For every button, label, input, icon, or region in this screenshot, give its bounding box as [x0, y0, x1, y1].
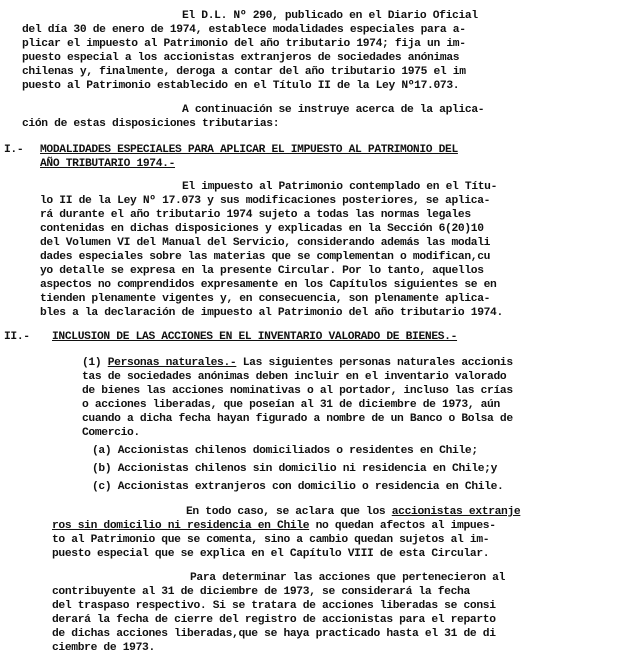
intro-line: El D.L. Nº 290, publicado en el Diario Oficial — [182, 10, 478, 22]
item-text: Las siguientes personas naturales accionis — [236, 357, 513, 369]
item-line: tas de sociedades anónimas deben incluir en el inventario valorado — [82, 371, 507, 383]
paragraph-line: to al Patrimonio que se comenta, sino a cambio quedan sujetos al im- — [52, 534, 490, 546]
list-item: (a) Accionistas chilenos domiciliados o residentes en Chile; — [92, 445, 478, 457]
section-heading: AÑO TRIBUTARIO 1974.- — [40, 158, 176, 170]
paragraph-line: contribuyente al 31 de diciembre de 1973, se considerará la fecha — [52, 586, 470, 598]
paragraph-line: Para determinar las acciones que pertenecieron al — [190, 572, 506, 584]
section-body-line: lo II de la Ley Nº 17.073 y sus modificaciones posteriores, se aplica- — [40, 195, 491, 207]
section-body-line: tienden plenamente vigentes y, en consecuencia, son plenamente aplica- — [40, 293, 491, 305]
list-item: (c) Accionistas extranjeros con domicilio o residencia en Chile. — [92, 481, 504, 493]
paragraph-line: de dichas acciones liberadas,que se haya practicado hasta el 31 de di — [52, 628, 496, 640]
section-body-line: yo detalle se expresa en la presente Circular. Por lo tanto, aquellos — [40, 265, 484, 277]
item-line: Comercio. — [82, 427, 140, 439]
item-line: de bienes las acciones nominativas o al portador, incluso las crías — [82, 385, 513, 397]
section-body-line: rá durante el año tributario 1974 sujeto a todas las normas legales — [40, 209, 471, 221]
instruction-line: ción de estas disposiciones tributarias: — [22, 118, 280, 130]
item-first-line — [82, 356, 513, 370]
section-body-line: aspectos no comprendidos expresamente en los Capítulos siguientes se en — [40, 279, 497, 291]
intro-line: del día 30 de enero de 1974, establece modalidades especiales para a- — [22, 24, 466, 36]
list-item: (b) Accionistas chilenos sin domicilio ni residencia en Chile;y — [92, 463, 498, 475]
paragraph-line: En todo caso, se aclara que los accionistas extranje — [186, 506, 521, 518]
underlined-phrase: ros sin domicilio ni residencia en Chile — [52, 520, 310, 532]
section-heading: INCLUSION DE LAS ACCIONES EN EL INVENTARIO VALORADO DE BIENES.- — [52, 331, 458, 343]
section-body-line: del Volumen VI del Manual del Servicio, considerando además las modali — [40, 237, 491, 249]
underlined-phrase: accionistas extranje — [391, 506, 521, 518]
intro-line: puesto al Patrimonio establecido en el Título II de la Ley Nº17.073. — [22, 80, 460, 92]
section-body-line: El impuesto al Patrimonio contemplado en el Títu- — [182, 181, 498, 193]
section-body-line: contenidas en dichas disposiciones y explicadas en la Sección 6(20)10 — [40, 223, 484, 235]
intro-line: plicar el impuesto al Patrimonio del año tributario 1974; fija un im- — [22, 38, 466, 50]
paragraph-line: ros sin domicilio ni residencia en Chile no quedan afectos al impues- — [52, 520, 496, 532]
section-heading: MODALIDADES ESPECIALES PARA APLICAR EL IMPUESTO AL PATRIMONIO DEL — [40, 144, 458, 156]
intro-line: puesto especial a los accionistas extranjeros de sociedades anónimas — [22, 52, 460, 64]
item-label: (1) — [82, 357, 102, 369]
paragraph-line: derará la fecha de cierre del registro de accionistas para el reparto — [52, 614, 496, 626]
section-number: II.- — [4, 331, 30, 343]
item-line: o acciones liberadas, que poseían al 31 de diciembre de 1973, aún — [82, 399, 500, 411]
item-title: Personas naturales.- — [107, 357, 237, 369]
section-body-line: dades especiales sobre las materias que se complementan o modifican,cu — [40, 251, 491, 263]
instruction-line: A continuación se instruye acerca de la aplica- — [182, 104, 485, 116]
item-line: cuando a dicha fecha hayan figurado a nombre de un Banco o Bolsa de — [82, 413, 513, 425]
section-body-line: bles a la declaración de impuesto al Patrimonio del año tributario 1974. — [40, 307, 503, 319]
intro-line: chilenas y, finalmente, deroga a contar del año tributario 1975 el im — [22, 66, 466, 78]
section-number: I.- — [4, 144, 24, 156]
paragraph-line: ciembre de 1973. — [52, 642, 155, 654]
paragraph-line: puesto especial que se explica en el Capítulo VIII de esta Circular. — [52, 548, 490, 560]
paragraph-line: del traspaso respectivo. Si se tratara de acciones liberadas se consi — [52, 600, 496, 612]
